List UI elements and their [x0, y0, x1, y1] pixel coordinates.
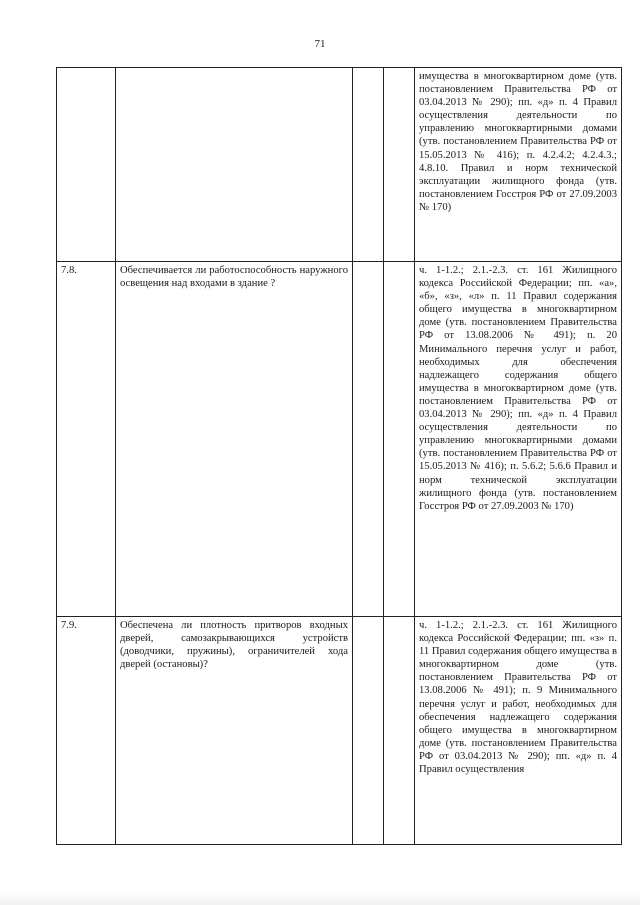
checklist-table [56, 67, 622, 845]
item-legal-reference: имущества в многоквартирном доме (утв. постановлением Правительства РФ от 03.04.2013 № 290); пп. «д» п. 4 Правил осуществления деятельности по управлению многоквартирными домами (утв. постановлением Правительства РФ от 15.05.2013 № 416); п. 4.2.4.2; 4.2.4.3.; 4.8.10. Правил и норм технической эксплуатации жилищного фонда (утв. постановлением Госстроя РФ от 27.09.2003 № 170) [415, 68, 622, 262]
scan-bottom-edge [0, 891, 640, 905]
table-row [57, 617, 622, 845]
item-legal-reference: ч. 1-1.2.; 2.1.-2.3. ст. 161 Жилищного кодекса Российской Федерации; пп. «з» п. 11 Правил содержания общего имущества в многоквартирном доме (утв. постановлением Правительства РФ от 13.08.2006 № 491); п. 9 Минимального перечня услуг и работ, необходимых для обеспечения надлежащего содержания общего имущества в многоквартирном доме (утв. постановлением Правительства РФ от 03.04.2013 № 290); пп. «д» п. 4 Правил осуществления [415, 617, 622, 845]
table-row [57, 262, 622, 617]
item-question [116, 68, 353, 262]
item-number: 7.9. [57, 617, 116, 845]
answer-cell-yes [353, 617, 384, 845]
item-question: Обеспечивается ли работоспособность наружного освещения над входами в здание ? [116, 262, 353, 617]
table-row [57, 68, 622, 262]
page-number: 71 [314, 38, 326, 50]
item-number [57, 68, 116, 262]
item-question: Обеспечена ли плотность притворов входных дверей, самозакрывающихся устройств (доводчики, пружины), ограничителей хода дверей (остановы)? [116, 617, 353, 845]
answer-cell-yes [353, 262, 384, 617]
item-legal-reference: ч. 1-1.2.; 2.1.-2.3. ст. 161 Жилищного кодекса Российской Федерации; пп. «а», «б», «з», «л» п. 11 Правил содержания общего имущества в многоквартирном доме (утв. постановлением Правительства РФ от 13.08.2006 № 491); п. 20 Минимального перечня услуг и работ, необходимых для обеспечения надлежащего содержания общего имущества в многоквартирном доме (утв. постановлением Правительства РФ от 03.04.2013 № 290); пп. «д» п. 4 Правил осуществления деятельности по управлению многоквартирными домами (утв. постановлением Правительства РФ от 15.05.2013 № 416); п. 5.6.2; 5.6.6 Правил и норм технической эксплуатации жилищного фонда (утв. постановлением Госстроя РФ от 27.09.2003 № 170) [415, 262, 622, 617]
item-number: 7.8. [57, 262, 116, 617]
answer-cell-yes [353, 68, 384, 262]
answer-cell-no [384, 262, 415, 617]
answer-cell-no [384, 617, 415, 845]
answer-cell-no [384, 68, 415, 262]
